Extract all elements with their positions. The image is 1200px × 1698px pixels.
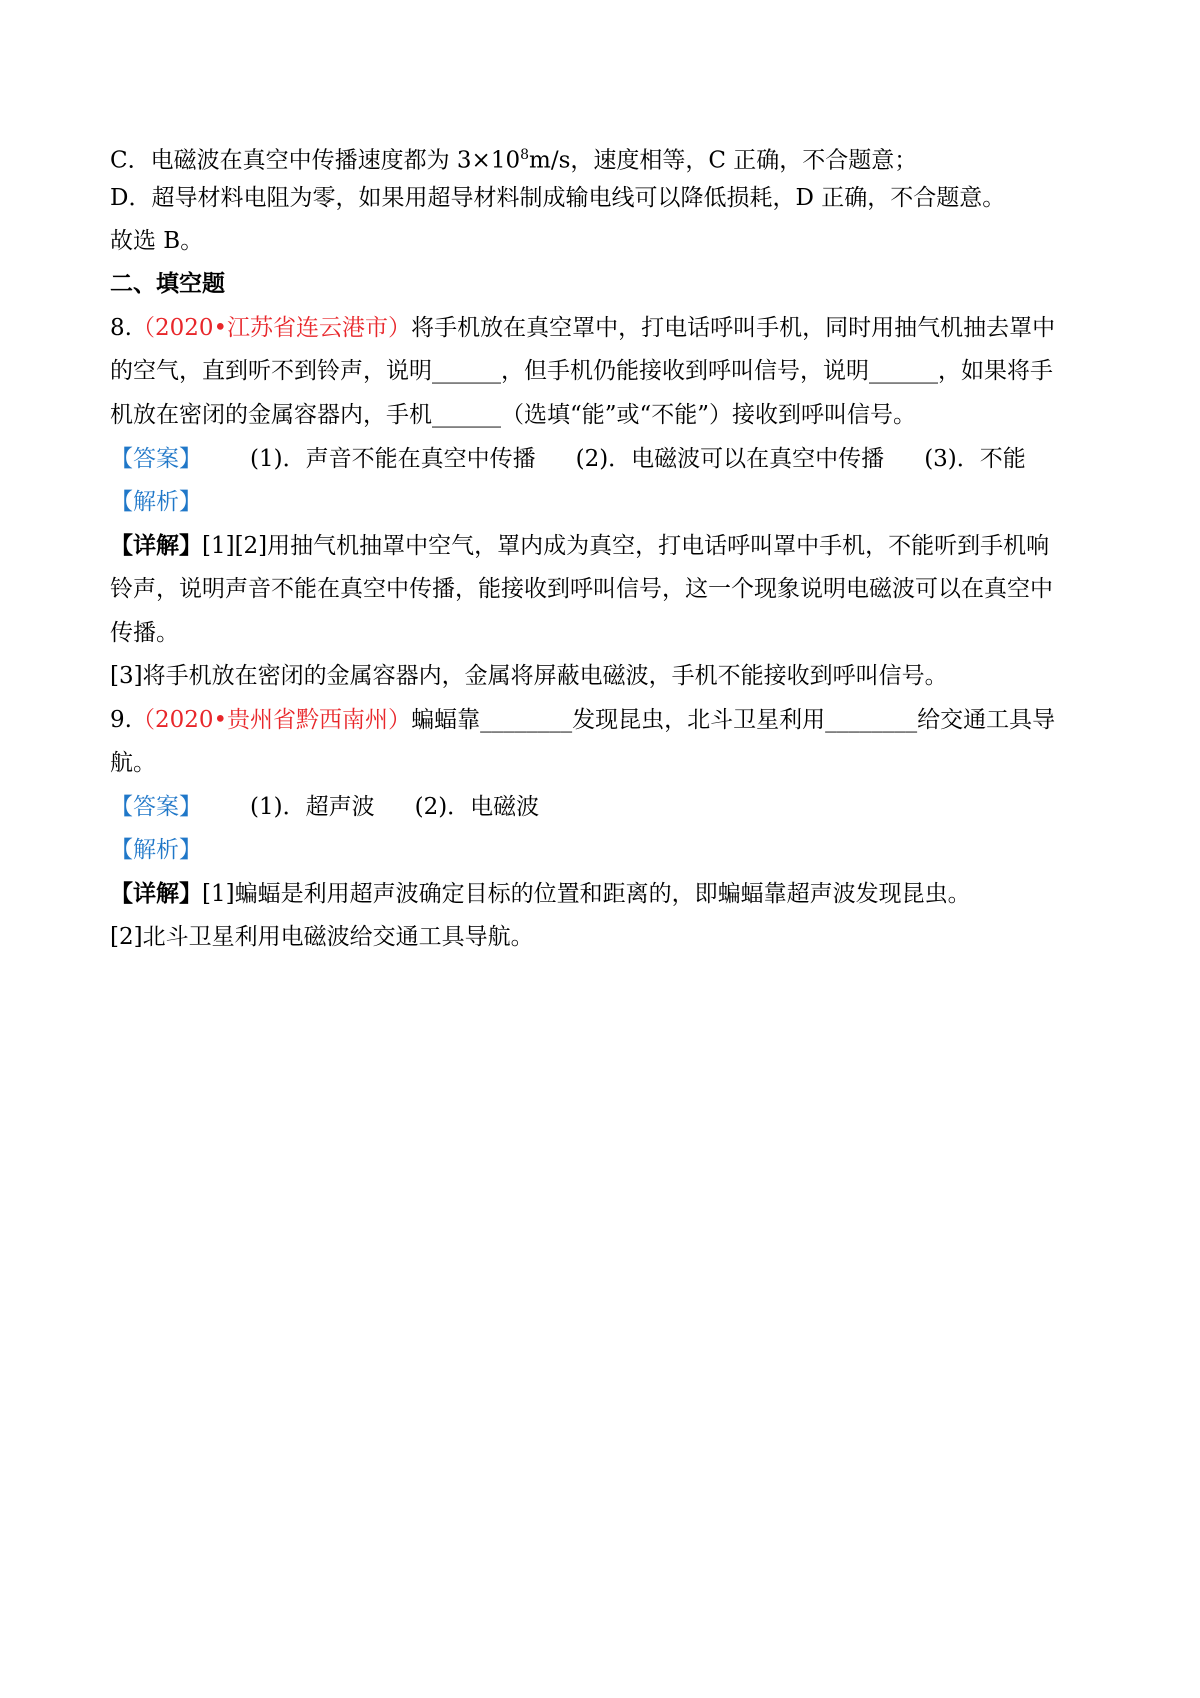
option-c-line: C．电磁波在真空中传播速度都为 $3\times 10^8m/s$，速度相等，C 正确，不合题意； (110, 147, 918, 174)
q8-line-2: 的空气，直到听不到铃声，说明______，但手机仍能接收到呼叫信号，说明______，如果将手 (110, 358, 1053, 384)
q9-detail-2: [2]北斗卫星利用电磁波给交通工具导航。 (110, 924, 534, 950)
q8-analysis-tag: 【解析】 (110, 489, 202, 515)
answer-tag: 【答案】 (110, 794, 202, 820)
q8-detail-3: 传播。 (110, 620, 179, 646)
option-d-line: D．超导材料电阻为零，如果用超导材料制成输电线可以降低损耗，D 正确，不合题意。 (110, 185, 1006, 211)
detail-tag: 【详解】 (110, 532, 202, 559)
q9-source: （2020•贵州省黔西南州） (131, 707, 412, 733)
q8-detail-2: 铃声，说明声音不能在真空中传播，能接收到呼叫信号，这一个现象说明电磁波可以在真空中 (110, 576, 1053, 602)
choose-line: 故选 B。 (110, 228, 204, 254)
q8-source: （2020•江苏省连云港市） (131, 315, 412, 341)
section-heading: 二、填空题 (110, 270, 225, 297)
q8-line-3: 机放在密闭的金属容器内，手机______（选填“能”或“不能”）接收到呼叫信号。 (110, 402, 917, 428)
q8-answer: 【答案】 (1)．声音不能在真空中传播 (2)．电磁波可以在真空中传播 (3)．不能 (110, 446, 1026, 472)
detail-tag: 【详解】 (110, 880, 202, 907)
answer-tag: 【答案】 (110, 446, 202, 472)
q9-line-1: 9.（2020•贵州省黔西南州）蝙蝠靠________发现昆虫，北斗卫星利用________给交通工具导 (110, 707, 1056, 733)
q8-detail-4: [3]将手机放在密闭的金属容器内，金属将屏蔽电磁波，手机不能接收到呼叫信号。 (110, 663, 948, 689)
q9-answer: 【答案】 (1)．超声波 (2)．电磁波 (110, 794, 540, 820)
q8-line-1: 8.（2020•江苏省连云港市）将手机放在真空罩中，打电话呼叫手机，同时用抽气机抽去罩中 (110, 315, 1056, 341)
q8-detail-1: 【详解】[1][2]用抽气机抽罩中空气，罩内成为真空，打电话呼叫罩中手机，不能听到手机响 (110, 532, 1050, 559)
q9-detail-1: 【详解】[1]蝙蝠是利用超声波确定目标的位置和距离的，即蝙蝠靠超声波发现昆虫。 (110, 880, 971, 907)
q9-number: 9. (110, 707, 132, 733)
q8-number: 8. (110, 315, 132, 341)
q9-analysis-tag: 【解析】 (110, 837, 202, 863)
q9-line-2: 航。 (110, 750, 156, 776)
